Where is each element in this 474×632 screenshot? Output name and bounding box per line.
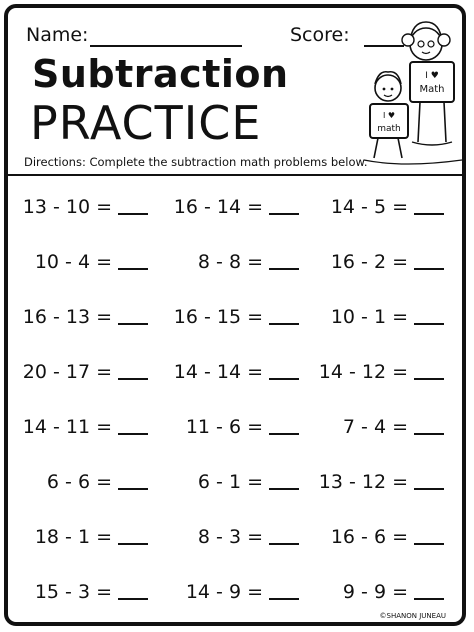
- answer-blank[interactable]: [414, 378, 444, 380]
- problem-expression: 16 - 14 =: [173, 196, 263, 218]
- subtraction-problem: [35, 526, 148, 548]
- subtraction-problem: [23, 361, 148, 383]
- answer-blank[interactable]: [118, 323, 148, 325]
- subtraction-problem: [174, 306, 299, 328]
- answer-blank[interactable]: [269, 488, 299, 490]
- problem-expression: 8 - 3 =: [197, 526, 263, 548]
- problem-expression: 6 - 6 =: [46, 471, 112, 493]
- answer-blank[interactable]: [118, 543, 148, 545]
- problem-expression: 9 - 9 =: [342, 581, 408, 603]
- problem-grid: [8, 176, 462, 626]
- problem-expression: 14 - 12 =: [318, 361, 408, 383]
- subtraction-problem: [174, 361, 299, 383]
- answer-blank[interactable]: [269, 268, 299, 270]
- subtraction-problem: [343, 581, 444, 603]
- subtraction-problem: [319, 361, 444, 383]
- subtraction-problem: [23, 196, 148, 218]
- answer-blank[interactable]: [414, 598, 444, 600]
- score-label: Score:: [290, 24, 350, 46]
- subtraction-problem: [186, 416, 299, 438]
- subtraction-problem: [23, 416, 148, 438]
- subtraction-problem: [35, 581, 148, 603]
- subtraction-problem: [198, 471, 299, 493]
- answer-blank[interactable]: [269, 213, 299, 215]
- problem-expression: 10 - 4 =: [34, 251, 112, 273]
- subtraction-problem: [23, 306, 148, 328]
- problem-expression: 15 - 3 =: [34, 581, 112, 603]
- subtraction-problem: [174, 196, 299, 218]
- problem-expression: 16 - 2 =: [330, 251, 408, 273]
- problem-expression: 13 - 12 =: [318, 471, 408, 493]
- answer-blank[interactable]: [414, 213, 444, 215]
- answer-blank[interactable]: [414, 268, 444, 270]
- answer-blank[interactable]: [414, 433, 444, 435]
- title-practice: PRACTICE: [30, 96, 262, 150]
- answer-blank[interactable]: [269, 598, 299, 600]
- subtraction-problem: [198, 251, 299, 273]
- answer-blank[interactable]: [414, 543, 444, 545]
- problem-expression: 14 - 9 =: [185, 581, 263, 603]
- answer-blank[interactable]: [269, 323, 299, 325]
- subtraction-problem: [331, 196, 444, 218]
- answer-blank[interactable]: [269, 543, 299, 545]
- svg-text:Math: Math: [419, 84, 445, 95]
- answer-blank[interactable]: [269, 433, 299, 435]
- problem-expression: 11 - 6 =: [185, 416, 263, 438]
- worksheet: [4, 4, 466, 626]
- subtraction-problem: [343, 416, 444, 438]
- name-label: Name:: [26, 24, 89, 46]
- answer-blank[interactable]: [414, 488, 444, 490]
- answer-blank[interactable]: [414, 323, 444, 325]
- answer-blank[interactable]: [118, 213, 148, 215]
- answer-blank[interactable]: [118, 433, 148, 435]
- svg-text:math: math: [377, 124, 401, 134]
- answer-blank[interactable]: [118, 378, 148, 380]
- problem-expression: 16 - 13 =: [22, 306, 112, 328]
- subtraction-problem: [331, 306, 444, 328]
- subtraction-problem: [331, 526, 444, 548]
- answer-blank[interactable]: [118, 598, 148, 600]
- problem-expression: 20 - 17 =: [22, 361, 112, 383]
- problem-expression: 13 - 10 =: [22, 196, 112, 218]
- answer-blank[interactable]: [118, 488, 148, 490]
- problem-expression: 14 - 11 =: [22, 416, 112, 438]
- problem-expression: 16 - 6 =: [330, 526, 408, 548]
- directions-text: Directions: Complete the subtraction math problems below.: [24, 155, 368, 169]
- answer-blank[interactable]: [269, 378, 299, 380]
- kids-holding-math-boards-illustration: [360, 14, 466, 170]
- problem-expression: 14 - 5 =: [330, 196, 408, 218]
- copyright-text: ©SHANON JUNEAU: [379, 612, 446, 620]
- answer-blank[interactable]: [118, 268, 148, 270]
- problem-expression: 10 - 1 =: [330, 306, 408, 328]
- subtraction-problem: [35, 251, 148, 273]
- problem-expression: 14 - 14 =: [173, 361, 263, 383]
- problem-expression: 7 - 4 =: [342, 416, 408, 438]
- subtraction-problem: [331, 251, 444, 273]
- problem-expression: 6 - 1 =: [197, 471, 263, 493]
- title-subtraction: Subtraction: [32, 52, 289, 96]
- subtraction-problem: [186, 581, 299, 603]
- svg-text:I ♥: I ♥: [382, 111, 396, 120]
- subtraction-problem: [47, 471, 148, 493]
- name-blank-line: [90, 45, 242, 47]
- subtraction-problem: [319, 471, 444, 493]
- problem-expression: 18 - 1 =: [34, 526, 112, 548]
- problem-expression: 8 - 8 =: [197, 251, 263, 273]
- subtraction-problem: [198, 526, 299, 548]
- svg-text:I ♥: I ♥: [425, 71, 439, 81]
- problem-expression: 16 - 15 =: [173, 306, 263, 328]
